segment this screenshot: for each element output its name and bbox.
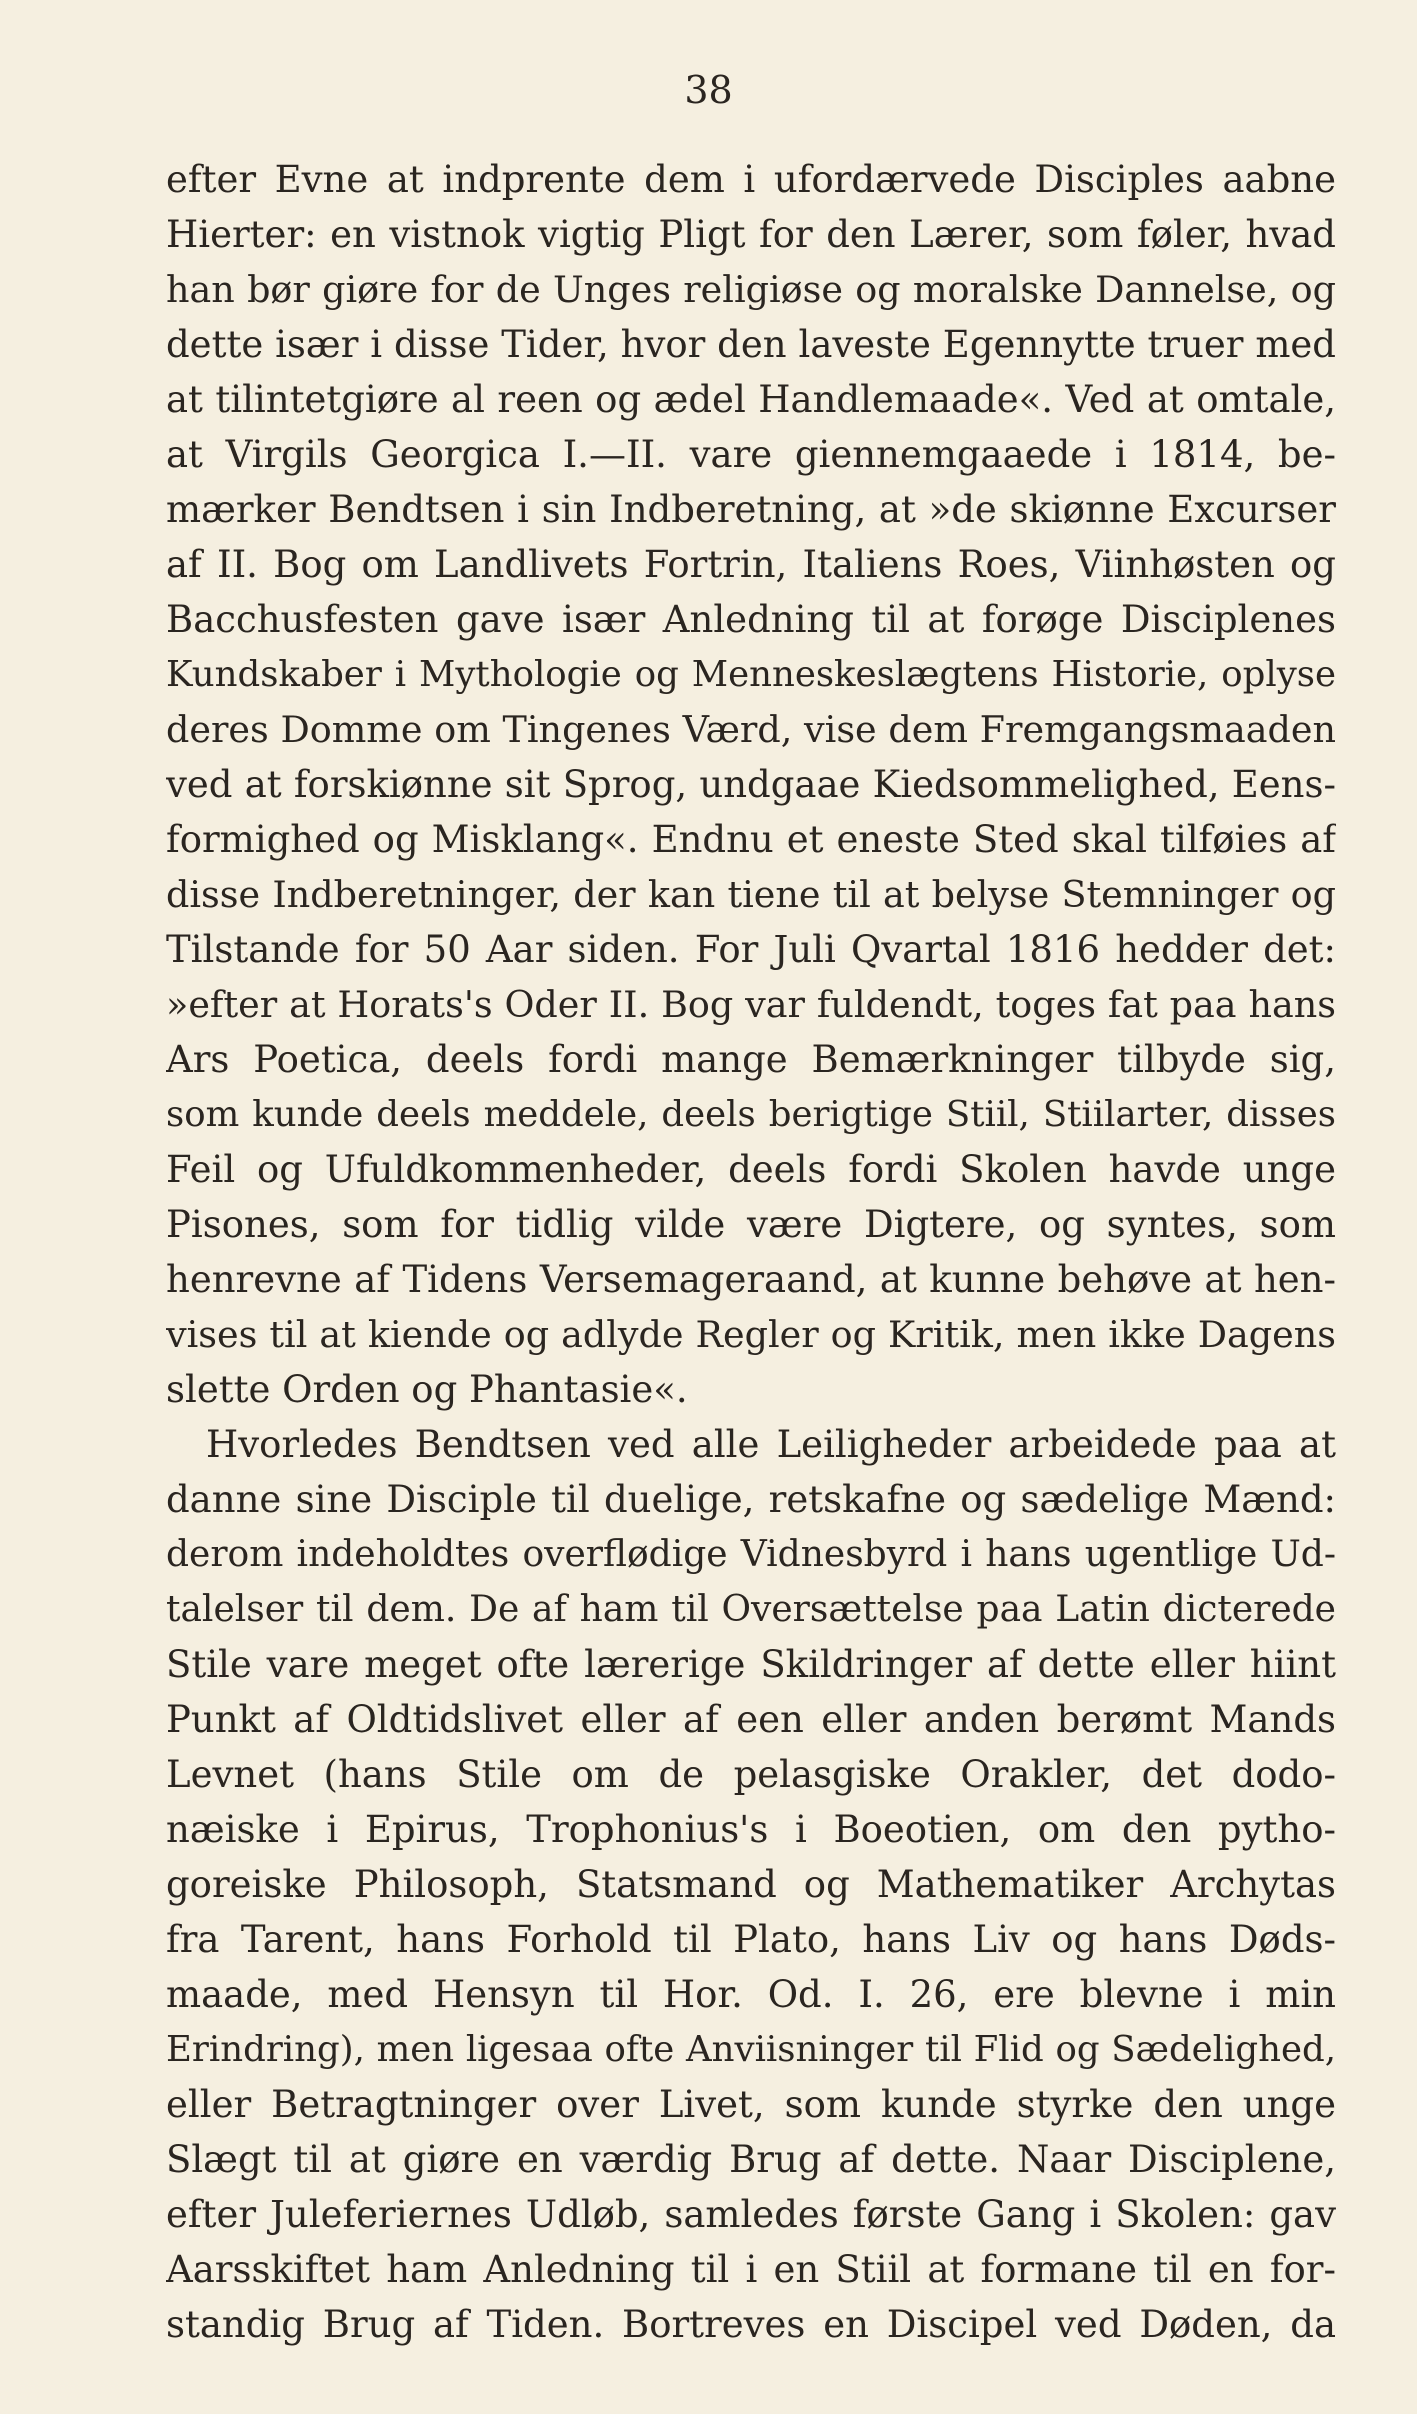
text-line: talelser til dem. De af ham til Oversættelse paa Latin dicterede xyxy=(166,1589,1336,1630)
text-line: Aarsskiftet ham Anledning til i en Stiil at formane til en for- xyxy=(166,2248,1336,2291)
text-line: derom indeholdtes overflødige Vidnesbyrd i hans ugentlige Ud- xyxy=(166,1534,1336,1575)
text-line: efter Evne at indprente dem i ufordærvede Disciples aabne xyxy=(166,158,1336,201)
text-line: at tilintetgiøre al reen og ædel Handlemaade«. Ved at omtale, xyxy=(166,378,1336,421)
text-line: som kunde deels meddele, deels berigtige Stiil, Stiilarter, disses xyxy=(166,1094,1336,1135)
text-line: Slægt til at giøre en værdig Brug af dette. Naar Disciplene, xyxy=(166,2138,1336,2181)
text-line: han bør giøre for de Unges religiøse og moralske Dannelse, og xyxy=(166,268,1336,311)
text-line: Kundskaber i Mythologie og Menneskeslægtens Historie, oplyse xyxy=(166,654,1336,695)
text-line: goreiske Philosoph, Statsmand og Mathematiker Archytas xyxy=(166,1863,1336,1906)
text-line: Hvorledes Bendtsen ved alle Leiligheder arbeidede paa at xyxy=(206,1423,1336,1466)
text-line: slette Orden og Phantasie«. xyxy=(166,1368,688,1411)
text-line: fra Tarent, hans Forhold til Plato, hans Liv og hans Døds- xyxy=(166,1918,1336,1961)
text-line: eller Betragtninger over Livet, som kunde styrke den unge xyxy=(166,2083,1336,2126)
text-line: at Virgils Georgica I.—II. vare giennemgaaede i 1814, be- xyxy=(166,433,1336,476)
text-line: Feil og Ufuldkommenheder, deels fordi Skolen havde unge xyxy=(166,1148,1336,1191)
text-line: Stile vare meget ofte lærerige Skildringer af dette eller hiint xyxy=(166,1643,1336,1686)
page-number: 38 xyxy=(684,68,733,112)
text-line: »efter at Horats's Oder II. Bog var fuldendt, toges fat paa hans xyxy=(166,983,1336,1026)
text-line: disse Indberetninger, der kan tiene til at belyse Stemninger og xyxy=(166,873,1336,916)
text-line: næiske i Epirus, Trophonius's i Boeotien, om den pytho- xyxy=(166,1808,1336,1851)
text-line: efter Juleferiernes Udløb, samledes første Gang i Skolen: gav xyxy=(166,2193,1336,2236)
text-line: Erindring), men ligesaa ofte Anviisninger til Flid og Sædelighed, xyxy=(166,2029,1336,2070)
text-line: danne sine Disciple til duelige, retskafne og sædelige Mænd: xyxy=(166,1478,1336,1521)
text-line: ved at forskiønne sit Sprog, undgaae Kiedsommelighed, Eens- xyxy=(166,763,1336,806)
text-line: Bacchusfesten gave især Anledning til at forøge Disciplenes xyxy=(166,598,1336,641)
text-line: formighed og Misklang«. Endnu et eneste Sted skal tilføies af xyxy=(166,818,1336,861)
body-text xyxy=(166,152,1336,2352)
text-line: Ars Poetica, deels fordi mange Bemærkninger tilbyde sig, xyxy=(166,1038,1336,1081)
text-line: maade, med Hensyn til Hor. Od. I. 26, ere blevne i min xyxy=(166,1973,1336,2016)
text-line: Tilstande for 50 Aar siden. For Juli Qvartal 1816 hedder det: xyxy=(166,928,1336,971)
text-line: standig Brug af Tiden. Bortreves en Discipel ved Døden, da xyxy=(166,2303,1336,2346)
text-line: Pisones, som for tidlig vilde være Digtere, og syntes, som xyxy=(166,1203,1336,1246)
text-line: dette især i disse Tider, hvor den laveste Egennytte truer med xyxy=(166,323,1336,366)
text-line: vises til at kiende og adlyde Regler og Kritik, men ikke Dagens xyxy=(166,1313,1336,1356)
text-line: Levnet (hans Stile om de pelasgiske Orakler, det dodo- xyxy=(166,1753,1336,1796)
text-line: Hierter: en vistnok vigtig Pligt for den Lærer, som føler, hvad xyxy=(166,213,1336,256)
text-line: mærker Bendtsen i sin Indberetning, at »de skiønne Excurser xyxy=(166,488,1336,531)
text-line: Punkt af Oldtidslivet eller af een eller anden berømt Mands xyxy=(166,1698,1336,1741)
text-line: henrevne af Tidens Versemageraand, at kunne behøve at hen- xyxy=(166,1258,1336,1301)
text-line: deres Domme om Tingenes Værd, vise dem Fremgangsmaaden xyxy=(166,708,1336,751)
text-line: af II. Bog om Landlivets Fortrin, Italiens Roes, Viinhøsten og xyxy=(166,543,1336,586)
